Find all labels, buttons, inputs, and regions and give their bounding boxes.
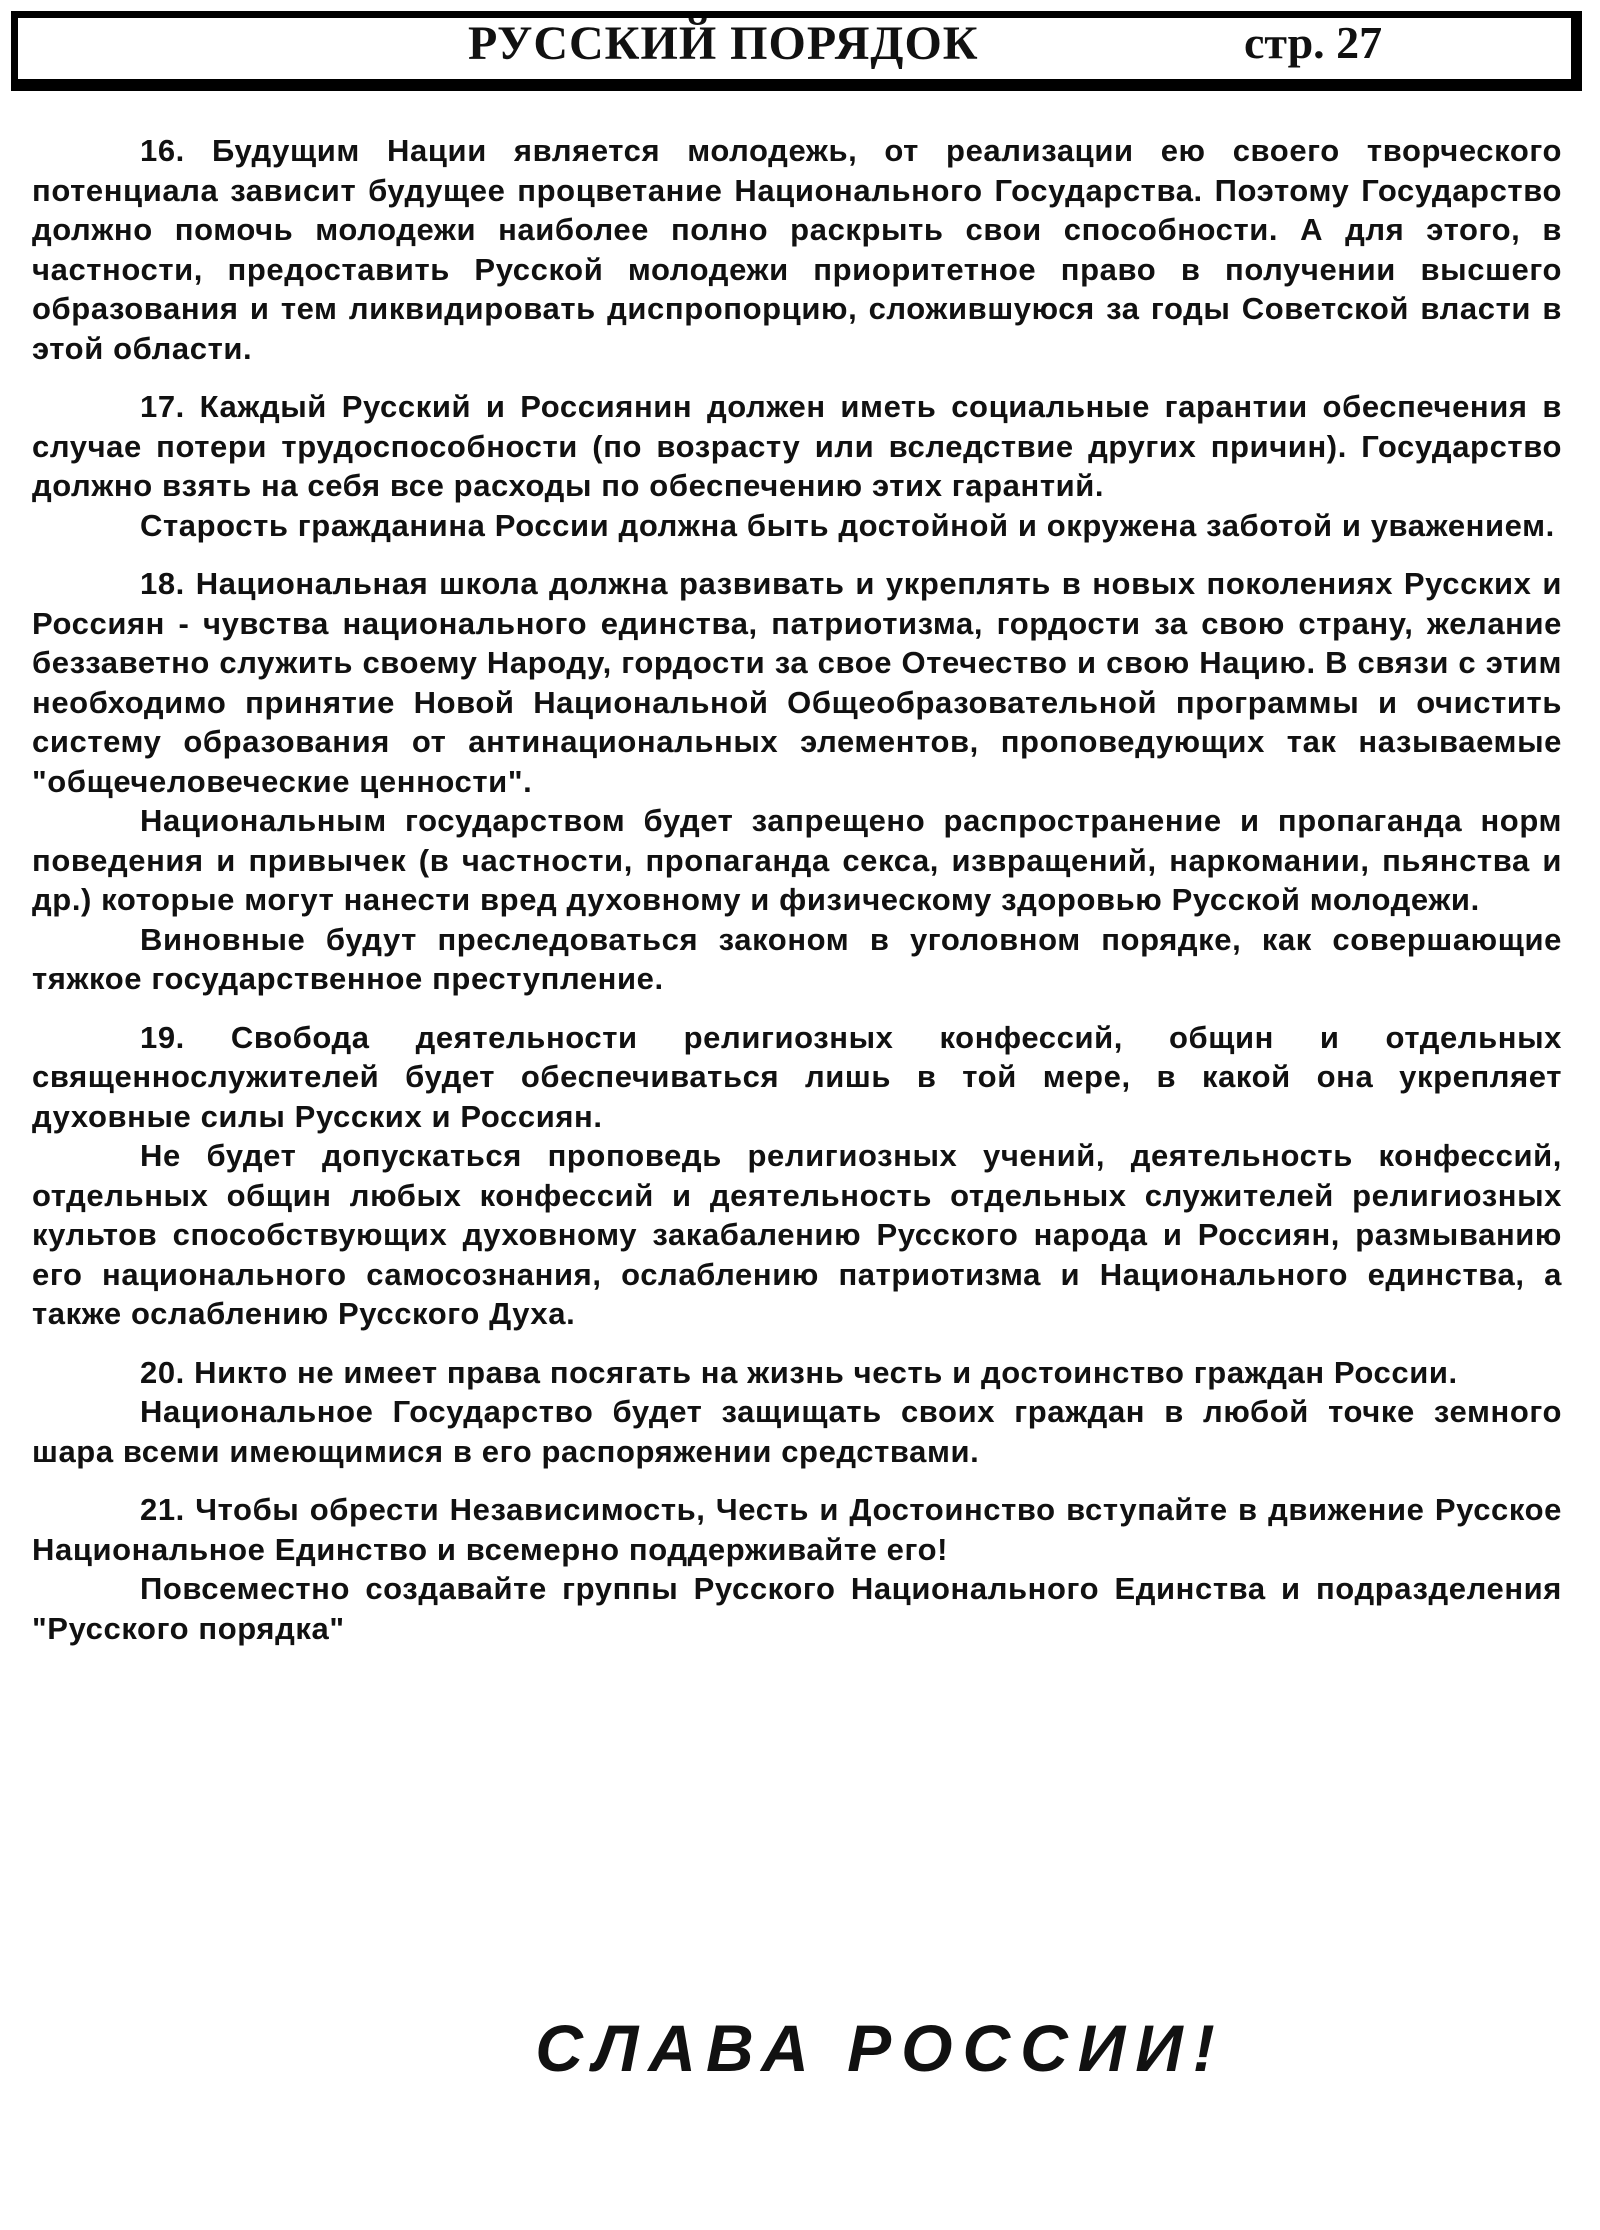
paragraph-21: 21. Чтобы обрести Независимость, Честь и Достоинство вступайте в движение Русское Национальное Единство и всемерно поддерживайте его! xyxy=(32,1492,1562,1567)
paragraph-19: 19. Свобода деятельности религиозных конфессий, общин и отдельных священнослужителей будет обеспечиваться лишь в той мере, в какой она укрепляет духовные силы Русских и Россиян. xyxy=(32,1019,1562,1134)
paragraph-16: 16. Будущим Нации является молодежь, от реализации ею своего творческого потенциала зависит будущее процветание Национального Государства. Поэтому Государство должно помочь молодежи наиболее полно раскрыть свои способности. А для этого, в частности, предоставить Русской молодежи приоритетное право в получении высшего образования и тем ликвидировать диспропорцию, сложившуюся за годы Советской власти в этой области. xyxy=(32,133,1562,366)
newspaper-title: РУССКИЙ ПОРЯДОК xyxy=(468,17,979,70)
paragraph-17-old-age: Старость гражданина России должна быть достойной и окружена заботой и уважением. xyxy=(140,507,1555,543)
paragraph-19-restrictions: Не будет допускаться проповедь религиозных учений, деятельность конфессий, отдельных общин любых конфессий и деятельность отдельных служителей религиозных культов способствующих духовному закабалению Русского народа и Россиян, размыванию его национального самосознания, ослаблению патриотизма и Национального единства, а также ослаблению Русского Духа. xyxy=(32,1138,1562,1331)
page-number: стр. 27 xyxy=(1244,17,1383,68)
paragraph-18-liability: Виновные будут преследоваться законом в уголовном порядке, как совершающие тяжкое государственное преступление. xyxy=(32,921,1562,996)
paragraph-20: 20. Никто не имеет права посягать на жизнь честь и достоинство граждан России. xyxy=(140,1354,1458,1390)
paragraph-18: 18. Национальная школа должна развивать и укреплять в новых поколениях Русских и Россиян - чувства национального единства, патриотизма, гордости за свою страну, желание беззаветно служить своему Народу, гордости за свое Отечество и свою Нацию. В связи с этим необходимо принятие Новой Национальной Общеобразовательной программы и очистить систему образования от антинациональных элементов, проповедующих так называемые "общечеловеческие ценности". xyxy=(32,566,1562,799)
paragraph-18-prohibition: Национальным государством будет запрещено распространение и пропаганда норм поведения и привычек (в частности, пропаганда секса, извращений, наркомании, пьянства и др.) которые могут нанести вред духовному и физическому здоровью Русской молодежи. xyxy=(32,803,1562,917)
closing-slogan: СЛАВА РОССИИ! xyxy=(535,2011,1225,2085)
article-body xyxy=(32,131,1562,1648)
paragraph-17: 17. Каждый Русский и Россиянин должен иметь социальные гарантии обеспечения в случае потери трудоспособности (по возрасту или вследствие других причин). Государство должно взять на себя все расходы по обеспечению этих гарантий. xyxy=(32,389,1562,503)
paragraph-20-protection: Национальное Государство будет защищать своих граждан в любой точке земного шара всеми имеющимися в его распоряжении средствами. xyxy=(32,1394,1562,1469)
paragraph-21-groups: Повсеместно создавайте группы Русского Национального Единства и подразделения "Русского порядка" xyxy=(32,1571,1562,1646)
